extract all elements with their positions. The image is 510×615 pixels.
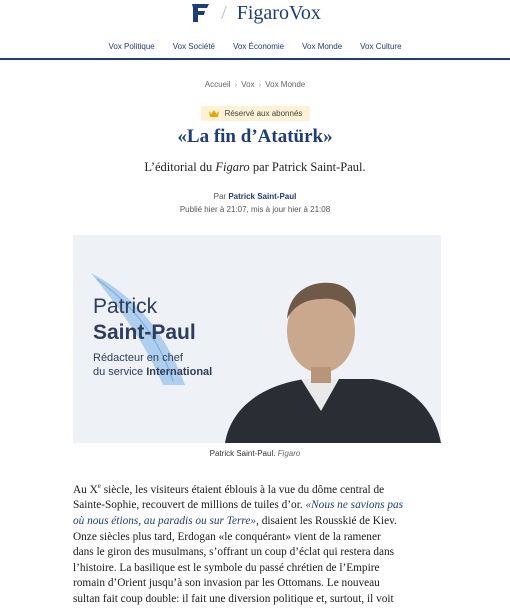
hero-role-line2-prefix: du service xyxy=(93,366,147,378)
breadcrumb-chevron-icon: › xyxy=(234,80,238,89)
body-line: sultan fait coup double: il fait une diversion politique et, surtout, il voit xyxy=(73,592,394,605)
hero-first-name: Patrick xyxy=(93,295,158,318)
nav-item-vox-societe[interactable]: Vox Société xyxy=(172,42,215,51)
hero-role-line2-bold: International xyxy=(146,366,213,378)
logo-area xyxy=(0,2,510,26)
nav-item-vox-culture[interactable]: Vox Culture xyxy=(360,42,402,51)
subtitle-prefix: L’éditorial du xyxy=(144,160,216,174)
brand-name: FigaroVox xyxy=(236,2,321,24)
logo-separator: / xyxy=(221,2,227,24)
article-body xyxy=(73,479,445,608)
image-caption xyxy=(0,449,510,458)
breadcrumb-chevron-icon: › xyxy=(258,80,262,89)
breadcrumb-vox[interactable]: Vox xyxy=(241,80,255,89)
breadcrumb-accueil[interactable]: Accueil xyxy=(204,80,231,89)
body-line: l’histoire. La basilique est le symbole du passé chrétien de l’Empire xyxy=(73,561,380,574)
body-line: Au Xe siècle, les visiteurs étaient éblouis à la vue du dôme central de xyxy=(73,482,385,496)
header-divider xyxy=(0,58,510,60)
body-line: où nous étions, au paradis ou sur Terre», disaient les Rousskié de Kiev. xyxy=(73,514,397,527)
site-header xyxy=(0,0,510,60)
body-line: Onze siècles plus tard, Erdogan «le conquérant» vient de la ramener xyxy=(73,530,381,543)
section-nav xyxy=(0,42,510,51)
figaro-f-logo-icon xyxy=(189,2,211,24)
hero-role-line2 xyxy=(93,366,212,378)
body-line: romain d’Orient jusqu’à son invasion par les Ottomans. Le nouveau xyxy=(73,577,380,590)
subtitle-publication: Figaro xyxy=(215,160,250,174)
author-link[interactable]: Patrick Saint-Paul xyxy=(228,192,297,201)
hero-role-line1: Rédacteur en chef xyxy=(93,352,183,364)
byline-prefix: Par xyxy=(213,192,229,201)
nav-item-vox-politique[interactable]: Vox Politique xyxy=(108,42,155,51)
subscriber-badge xyxy=(201,106,310,121)
caption-credit: Figaro xyxy=(277,449,301,458)
body-line: dans le giron des musulmans, s’offrant un coup d’éclat qui restera dans xyxy=(73,546,395,559)
logo-link[interactable] xyxy=(189,2,321,24)
nav-item-vox-monde[interactable]: Vox Monde xyxy=(302,42,343,51)
hero-illustration xyxy=(73,235,441,443)
badge-label: Réservé aux abonnés xyxy=(224,109,303,118)
crown-icon xyxy=(209,110,219,118)
article-subtitle xyxy=(0,160,510,175)
portrait-photo xyxy=(225,283,441,443)
breadcrumb xyxy=(0,80,510,89)
breadcrumb-vox-monde[interactable]: Vox Monde xyxy=(265,80,306,89)
caption-text: Patrick Saint-Paul. xyxy=(209,449,278,458)
article-title: «La fin d’Atatürk» xyxy=(177,126,333,147)
hero-last-name: Saint-Paul xyxy=(93,321,196,344)
subtitle-suffix: par Patrick Saint-Paul. xyxy=(249,160,366,174)
body-line: Sainte-Sophie, recouvert de millions de tuiles d’or. «Nous ne savions pas xyxy=(73,499,404,512)
hero-image xyxy=(73,235,441,443)
nav-item-vox-economie[interactable]: Vox Économie xyxy=(232,42,285,51)
publication-dates: Publié hier à 21:07, mis à jour hier à 21:08 xyxy=(179,205,331,214)
byline xyxy=(0,192,510,201)
